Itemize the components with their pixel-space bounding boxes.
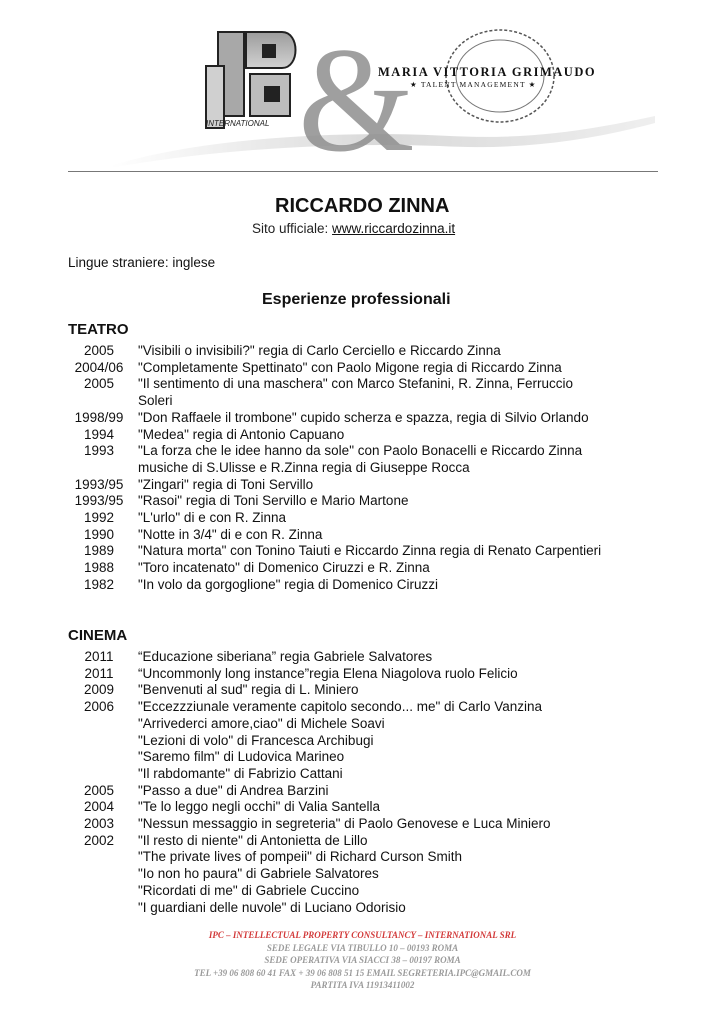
footer-operative-address: SEDE OPERATIVA VIA SIACCI 38 – 00197 ROMA [264, 955, 461, 965]
list-item: "Il rabdomante" di Fabrizio Cattani [138, 765, 343, 781]
list-item: "Arrivederci amore,ciao" di Michele Soavi [138, 715, 385, 731]
website-line [252, 221, 455, 236]
list-item: 2011 “Educazione siberiana” regia Gabriele Salvatores [84, 649, 433, 664]
ampersand-mark: & [298, 18, 415, 170]
list-item: 2002 "Il resto di niente" di Antonietta de Lillo [83, 832, 368, 848]
list-item: 2005 "Il sentimento di una maschera" con Marco Stefanini, R. Zinna, Ferruccio [83, 376, 574, 392]
list-item: 1994 "Medea" regia di Antonio Capuano [83, 426, 345, 442]
footer-company-name: IPC – INTELLECTUAL PROPERTY CONSULTANCY – INTERNATIONAL SRL [208, 930, 517, 940]
list-item: 2005 "Passo a due" di Andrea Barzini [83, 782, 329, 798]
list-item: 1992 "L'urlo" di e con R. Zinna [83, 510, 286, 526]
list-item: 2004 "Te lo leggo negli occhi" di Valia Santella [83, 799, 380, 815]
cinema-heading: CINEMA [68, 627, 128, 644]
footer-contacts: TEL +39 06 808 60 41 FAX + 39 06 808 51 15 EMAIL SEGRETERIA.IPC@GMAIL.COM [194, 967, 531, 978]
list-item: Soleri [138, 393, 173, 409]
list-item: "I guardiani delle nuvole" di Luciano Odorisio [138, 899, 406, 915]
list-item: "Ricordati di me" di Gabriele Cuccino [138, 882, 360, 898]
footer-vat: PARTITA IVA 11913411002 [310, 980, 415, 990]
list-item: 1989 "Natura morta" con Tonino Taiuti e Riccardo Zinna regia di Renato Carpentieri [83, 543, 602, 559]
list-item: 2006 "Eccezzziunale veramente capitolo secondo... me" di Carlo Vanzina [83, 699, 543, 715]
list-item: "Io non ho paura" di Gabriele Salvatores [138, 866, 379, 882]
website-link[interactable]: www.riccardozinna.it [332, 221, 456, 236]
languages-line: Lingue straniere: inglese [68, 255, 216, 270]
list-item: 2011 “Uncommonly long instance”regia Elena Niagolova ruolo Felicio [84, 665, 518, 681]
agency-name: MARIA VITTORIA GRIMAUDO [378, 65, 597, 79]
website-label: Sito ufficiale: [252, 221, 333, 236]
list-item: 2009 "Benvenuti al sud" regia di L. Miniero [83, 682, 359, 698]
list-item: 2004/06 "Completamente Spettinato" con Paolo Migone regia di Riccardo Zinna [74, 359, 562, 375]
list-item: 1988 "Toro incatenato" di Domenico Ciruzzi e R. Zinna [83, 560, 430, 576]
list-item: "Lezioni di volo" di Francesca Archibugi [138, 732, 374, 748]
list-item: 1982 "In volo da gorgoglione" regia di Domenico Ciruzzi [83, 576, 438, 592]
section-title: Esperienze professionali [262, 291, 451, 308]
list-item: 2003 "Nessun messaggio in segreteria" di Paolo Genovese e Luca Miniero [83, 816, 551, 832]
list-item: "The private lives of pompeii" di Richard Curson Smith [138, 849, 462, 865]
letterhead-logo [110, 18, 655, 170]
logo-international-text: INTERNATIONAL [206, 119, 270, 128]
teatro-heading: TEATRO [68, 321, 129, 338]
list-item: 1993/95 "Zingari" regia di Toni Servillo [74, 476, 314, 492]
header-divider [68, 171, 658, 172]
cinema-list [68, 649, 668, 916]
list-item: 2005 "Visibili o invisibili?" regia di Carlo Cerciello e Riccardo Zinna [83, 343, 501, 358]
company-footer [0, 929, 725, 992]
list-item: 1993 "La forza che le idee hanno da sole" con Paolo Bonacelli e Riccardo Zinna [83, 443, 583, 459]
list-item: 1998/99 "Don Raffaele il trombone" cupido scherza e spazza, regia di Silvio Orlando [74, 409, 589, 425]
list-item: "Saremo film" di Ludovica Marineo [138, 749, 345, 765]
list-item: 1993/95 "Rasoi" regia di Toni Servillo e Mario Martone [74, 493, 409, 509]
ipc-logo-icon [206, 32, 296, 128]
list-item: musiche di S.Ulisse e R.Zinna regia di Giuseppe Rocca [138, 459, 470, 475]
teatro-list [68, 343, 668, 594]
agency-tagline: ★ TALENT MANAGEMENT ★ [410, 80, 537, 89]
footer-legal-address: SEDE LEGALE VIA TIBULLO 10 – 00193 ROMA [266, 942, 459, 953]
list-item: 1990 "Notte in 3/4" di e con R. Zinna [83, 526, 323, 542]
